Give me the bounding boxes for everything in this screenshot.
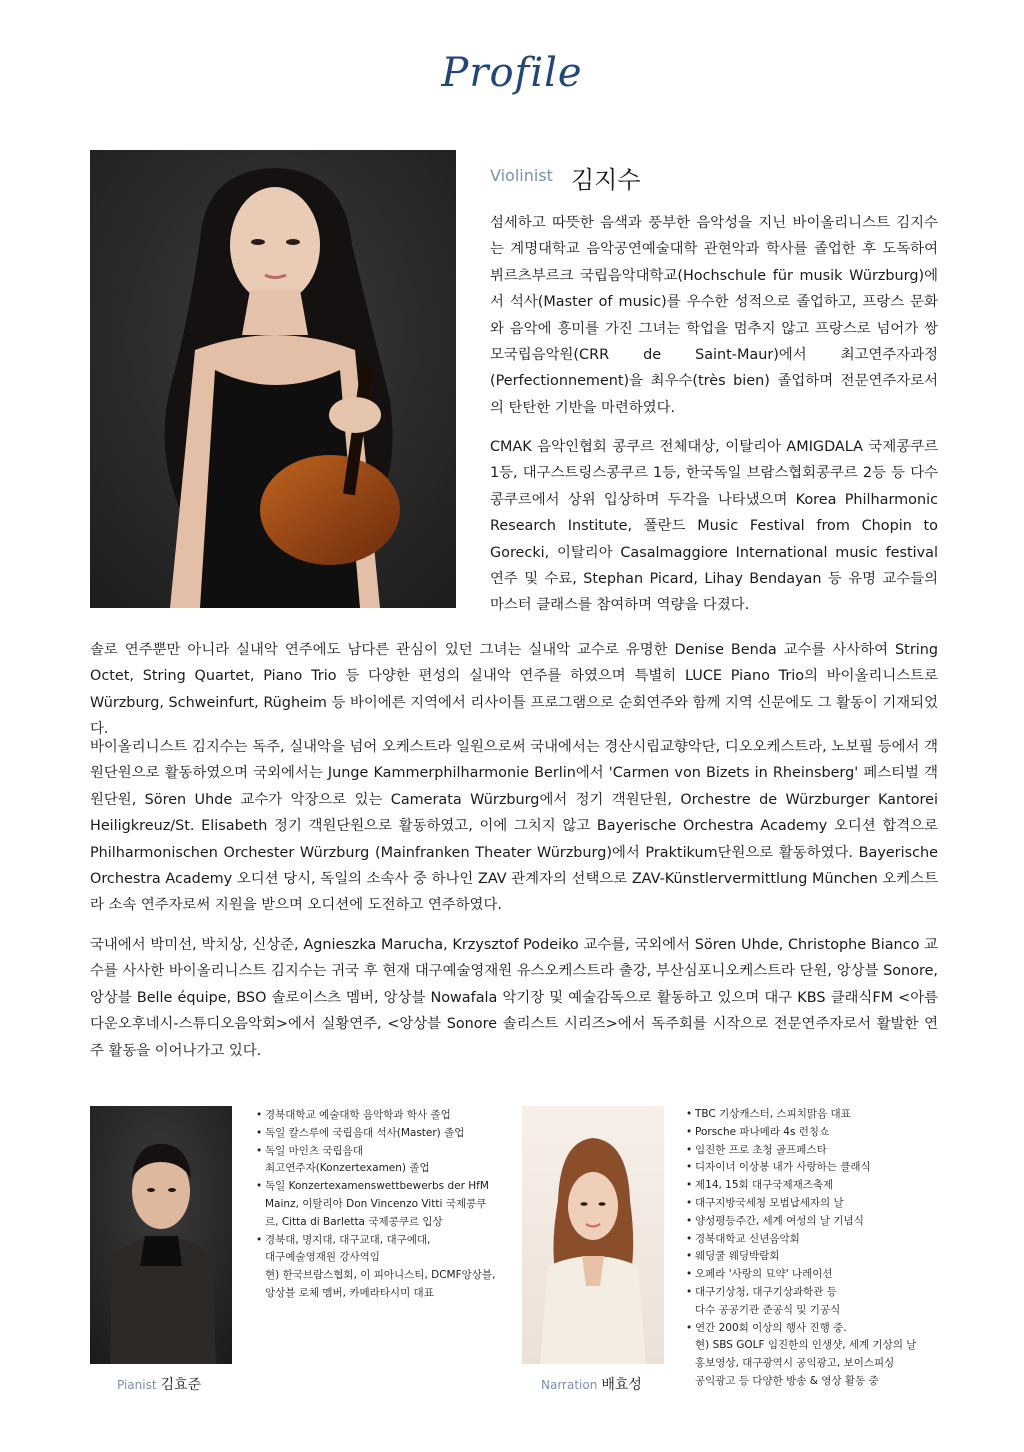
narrator-caption bbox=[541, 1374, 642, 1394]
narrator-credit-item: • 웨딩쿨 웨딩박람회 bbox=[686, 1248, 938, 1266]
violinist-name: 김지수 bbox=[571, 166, 641, 194]
narrator-credit-item: • 제14, 15회 대구국제재즈축제 bbox=[686, 1177, 938, 1195]
pianist-credit-item: • 독일 칼스루에 국립음대 석사(Master) 졸업 bbox=[256, 1125, 496, 1143]
narrator-credit-item: • 양성평등주간, 세계 여성의 날 기념식 bbox=[686, 1213, 938, 1231]
pianist-credit-item: • 독일 Konzertexamenswettbewerbs der HfM Mainz, 이탈리아 Don Vincenzo Vitti 국제콩쿠르, Citta di Barletta 국제콩쿠르 입상 bbox=[256, 1178, 496, 1231]
bio-paragraph: 바이올리니스트 김지수는 독주, 실내악을 넘어 오케스트라 일원으로써 국내에서는 경산시립교향악단, 디오오케스트라, 노보필 등에서 객원단원으로 활동하였으며 국외에서는 Junge Kammerphilharmonie Berlin에서 'Carmen von Bizets in Rheinsberg' 페스티벌 객원단원, Sören Uhde 교수가 악장으로 있는 Camerata Würzburg에서 정기 객원단원, Orchestre de Würzburger Kantorei Heiligkreuz/St. Elisabeth 정기 객원단원으로 활동하였고, 이에 그치지 않고 Bayerische Orchestra Academy 오디션 합격으로 Philharmonischen Orchester Würzburg (Mainfranken Theater Würzburg)에서 Praktikum단원으로 활동하였다. Bayerische Orchestra Academy 오디션 당시, 독일의 소속사 중 하나인 ZAV 관계자의 선택으로 ZAV-Künstlervermittlung München 오케스트라 소속 연주자로써 지원을 받으며 오디션에 도전하고 연주하였다. bbox=[90, 739, 938, 914]
violinist-role: Violinist bbox=[490, 166, 553, 185]
narrator-credit-item: • 디자이너 이상봉 내가 사랑하는 클래식 bbox=[686, 1159, 938, 1177]
page-title: Profile bbox=[441, 50, 583, 96]
bio-paragraph: CMAK 음악인협회 콩쿠르 전체대상, 이탈리아 AMIGDALA 국제콩쿠르 1등, 대구스트링스콩쿠르 1등, 한국독일 브람스협회콩쿠르 2등 등 다수콩쿠르에서 상위 입상하며 두각을 나타냈으며 Korea Philharmonic Research Institute, 폴란드 Music Festival from Chopin to Gorecki, 이탈리아 Casalmaggiore International music festival 연주 및 수료, Stephan Picard, Lihay Bendayan 등 유명 교수들의 마스터 클래스를 참여하며 역량을 다졌다. bbox=[490, 439, 938, 614]
pianist-caption bbox=[117, 1374, 201, 1394]
pianist-credit-item: • 독일 마인츠 국립음대 최고연주자(Konzertexamen) 졸업 bbox=[256, 1143, 496, 1179]
narrator-credit-item: • 대구지방국세청 모범납세자의 날 bbox=[686, 1195, 938, 1213]
narrator-credit-item: • 연간 200회 이상의 행사 진행 중. 현) SBS GOLF 임진한의 인생샷, 세계 기상의 날 홍보영상, 대구광역시 공익광고, 보이스피싱 공익광고 등 다양한 방송 & 영상 활동 중 bbox=[686, 1320, 938, 1391]
pianist-credits bbox=[256, 1107, 496, 1303]
narrator-name: 배효성 bbox=[601, 1377, 642, 1393]
narrator-photo bbox=[522, 1106, 664, 1364]
pianist-role: Pianist bbox=[117, 1378, 157, 1392]
pianist-photo bbox=[90, 1106, 232, 1364]
narrator-credit-item: • Porsche 파나메라 4s 런칭쇼 bbox=[686, 1124, 938, 1142]
bio-paragraph: 솔로 연주뿐만 아니라 실내악 연주에도 남다른 관심이 있던 그녀는 실내악 교수로 유명한 Denise Benda 교수를 사사하여 String Octet, String Quartet, Piano Trio 등 다양한 편성의 실내악 연주를 하였으며 특별히 LUCE Piano Trio의 바이올리니스트로 Würzburg, Schweinfurt, Rügheim 등 바이에른 지역에서 리사이틀 프로그램으로 순회연주와 함께 지역 신문에도 그 활동이 기재되었다. bbox=[90, 642, 938, 738]
bio-paragraph: 국내에서 박미선, 박치상, 신상준, Agnieszka Marucha, Krzysztof Podeiko 교수를, 국외에서 Sören Uhde, Christophe Bianco 교수를 사사한 바이올리니스트 김지수는 귀국 후 현재 대구예술영재원 유스오케스트라 출강, 부산심포니오케스트라 단원, 앙상블 Sonore, 앙상블 Belle équipe, BSO 솔로이스츠 멤버, 앙상블 Nowafala 악기장 및 예술감독으로 활동하고 있으며 대구 KBS 클래식FM <아름다운오후네시-스튜디오음악회>에서 실황연주, <앙상블 Sonore 솔리스트 시리즈>에서 독주회를 시작으로 전문연주자로서 활발한 연주 활동을 이어나가고 있다. bbox=[90, 937, 938, 1059]
narrator-credit-item: • 임진한 프로 초청 골프페스타 bbox=[686, 1142, 938, 1160]
bio-paragraph: 섬세하고 따뜻한 음색과 풍부한 음악성을 지닌 바이올리니스트 김지수는 계명대학교 음악공연예술대학 관현악과 학사를 졸업한 후 도독하여 뷔르츠부르크 국립음악대학교(Hochschule für musik Würzburg)에서 석사(Master of music)를 우수한 성적으로 졸업하고, 프랑스 문화와 음악에 흥미를 가진 그녀는 학업을 멈추지 않고 프랑스로 넘어가 쌍모국립음악원(CRR de Saint-Maur)에서 최고연주자과정(Perfectionnement)을 최우수(très bien) 졸업하며 전문연주자로서의 탄탄한 기반을 마련하였다. bbox=[490, 215, 938, 416]
violinist-photo bbox=[90, 150, 456, 608]
narrator-credit-item: • TBC 기상캐스터, 스피치맑음 대표 bbox=[686, 1106, 938, 1124]
narrator-credit-item: • 대구기상청, 대구기상과학관 등 다수 공공기관 준공식 및 기공식 bbox=[686, 1284, 938, 1320]
narrator-role: Narration bbox=[541, 1378, 598, 1392]
narrator-credit-item: • 오페라 '사랑의 묘약' 나레이션 bbox=[686, 1266, 938, 1284]
pianist-name: 김효준 bbox=[160, 1377, 202, 1393]
narrator-credit-item: • 경북대학교 신년음악회 bbox=[686, 1231, 938, 1249]
narrator-credits bbox=[686, 1106, 938, 1391]
pianist-credit-item: • 경북대, 명지대, 대구교대, 대구예대, 대구예술영재원 강사역임 현) 한국브람스협회, 이 피아니스티, DCMF앙상블, 앙상블 로체 멤버, 카메라타시미 대표 bbox=[256, 1232, 496, 1303]
pianist-credit-item: • 경북대학교 예술대학 음악학과 학사 졸업 bbox=[256, 1107, 496, 1125]
